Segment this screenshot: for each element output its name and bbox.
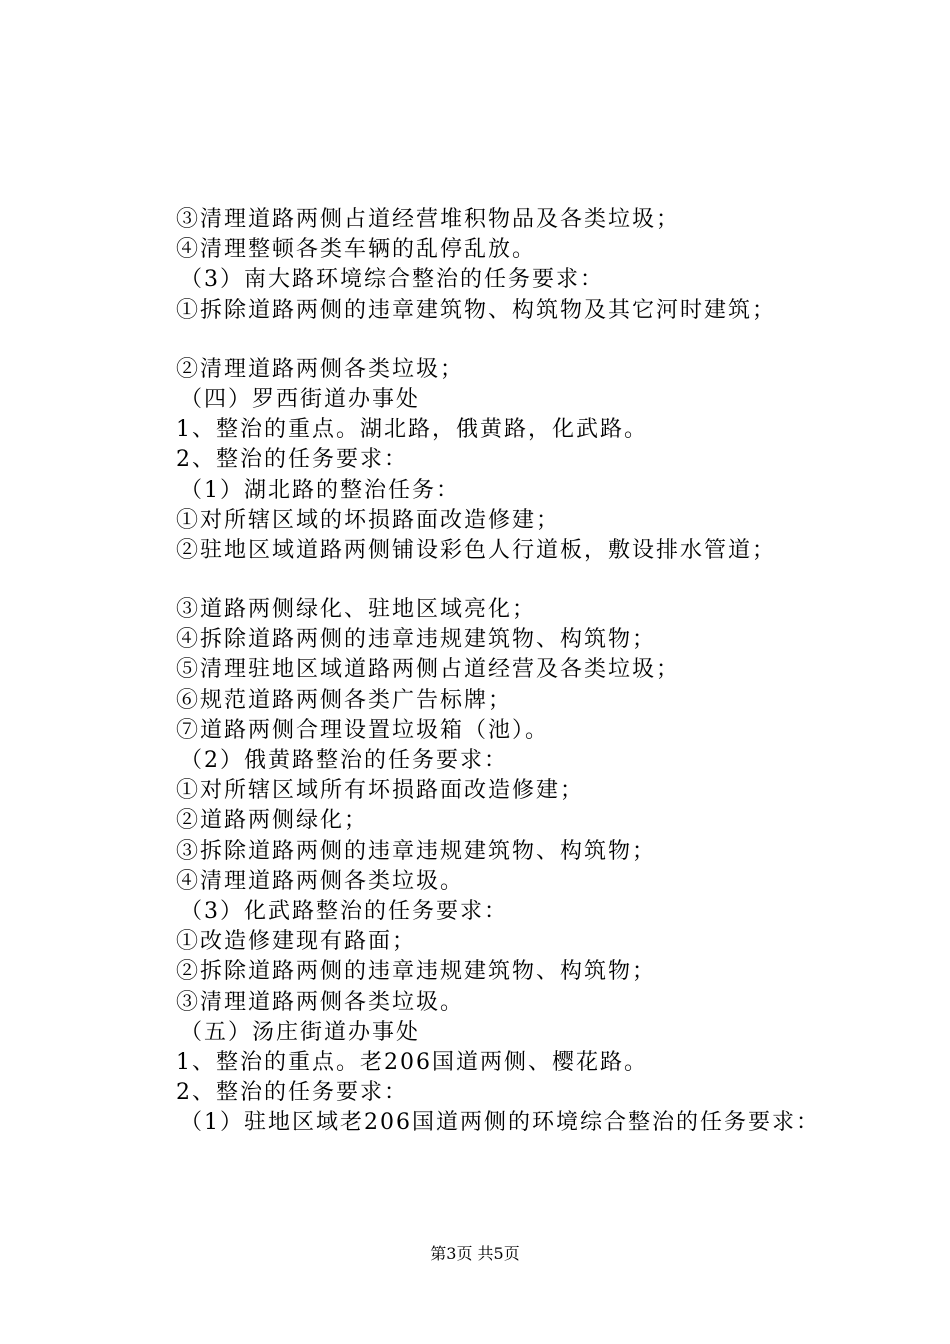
text-line: 2、整治的任务要求： <box>176 1080 408 1106</box>
text-line: ③清理道路两侧各类垃圾。 <box>176 989 465 1015</box>
text-line: 2、整治的任务要求： <box>176 447 408 473</box>
text-line: ①对所辖区域的坏损路面改造修建； <box>176 507 561 533</box>
document-body <box>176 205 876 1138</box>
text-line: ①改造修建现有路面； <box>176 929 417 955</box>
text-line: ②道路两侧绿化； <box>176 808 369 834</box>
section-heading: （五）汤庄街道办事处 <box>180 1019 421 1045</box>
text-line: ④清理整顿各类车辆的乱停乱放。 <box>176 237 537 263</box>
text-line: ①对所辖区域所有坏损路面改造修建； <box>176 778 585 804</box>
text-line: ②驻地区域道路两侧铺设彩色人行道板，敷设排水管道； <box>176 537 777 563</box>
text-line: ③道路两侧绿化、驻地区域亮化； <box>176 597 537 623</box>
text-line: ①拆除道路两侧的违章建筑物、构筑物及其它河时建筑； <box>176 297 777 323</box>
text-line: ⑥规范道路两侧各类广告标牌； <box>176 687 513 713</box>
text-line: 1、整治的重点。湖北路，俄黄路，化武路。 <box>176 417 648 443</box>
text-line: ⑤清理驻地区域道路两侧占道经营及各类垃圾； <box>176 657 681 683</box>
section-heading: （1）驻地区域老206国道两侧的环境综合整治的任务要求： <box>180 1110 820 1136</box>
text-line: ⑦道路两侧合理设置垃圾箱（池）。 <box>176 717 550 743</box>
section-heading: （3）化武路整治的任务要求： <box>180 898 508 924</box>
section-heading: （2）俄黄路整治的任务要求： <box>180 748 508 773</box>
text-line: ③拆除道路两侧的违章违规建筑物、构筑物； <box>176 838 657 864</box>
text-line: 1、整治的重点。老206国道两侧、樱花路。 <box>176 1049 648 1075</box>
text-line: ④拆除道路两侧的违章违规建筑物、构筑物； <box>176 627 657 653</box>
page-footer: 第3页 共5页 <box>430 1244 520 1263</box>
section-heading: （四）罗西街道办事处 <box>180 386 421 412</box>
text-line: ③清理道路两侧占道经营堆积物品及各类垃圾； <box>176 207 681 232</box>
section-heading: （3）南大路环境综合整治的任务要求： <box>180 267 604 293</box>
text-line: ④清理道路两侧各类垃圾。 <box>176 868 465 894</box>
text-line: ②拆除道路两侧的违章违规建筑物、构筑物； <box>176 959 657 985</box>
text-line: ②清理道路两侧各类垃圾； <box>176 356 465 382</box>
section-heading: （1）湖北路的整治任务： <box>180 477 460 503</box>
